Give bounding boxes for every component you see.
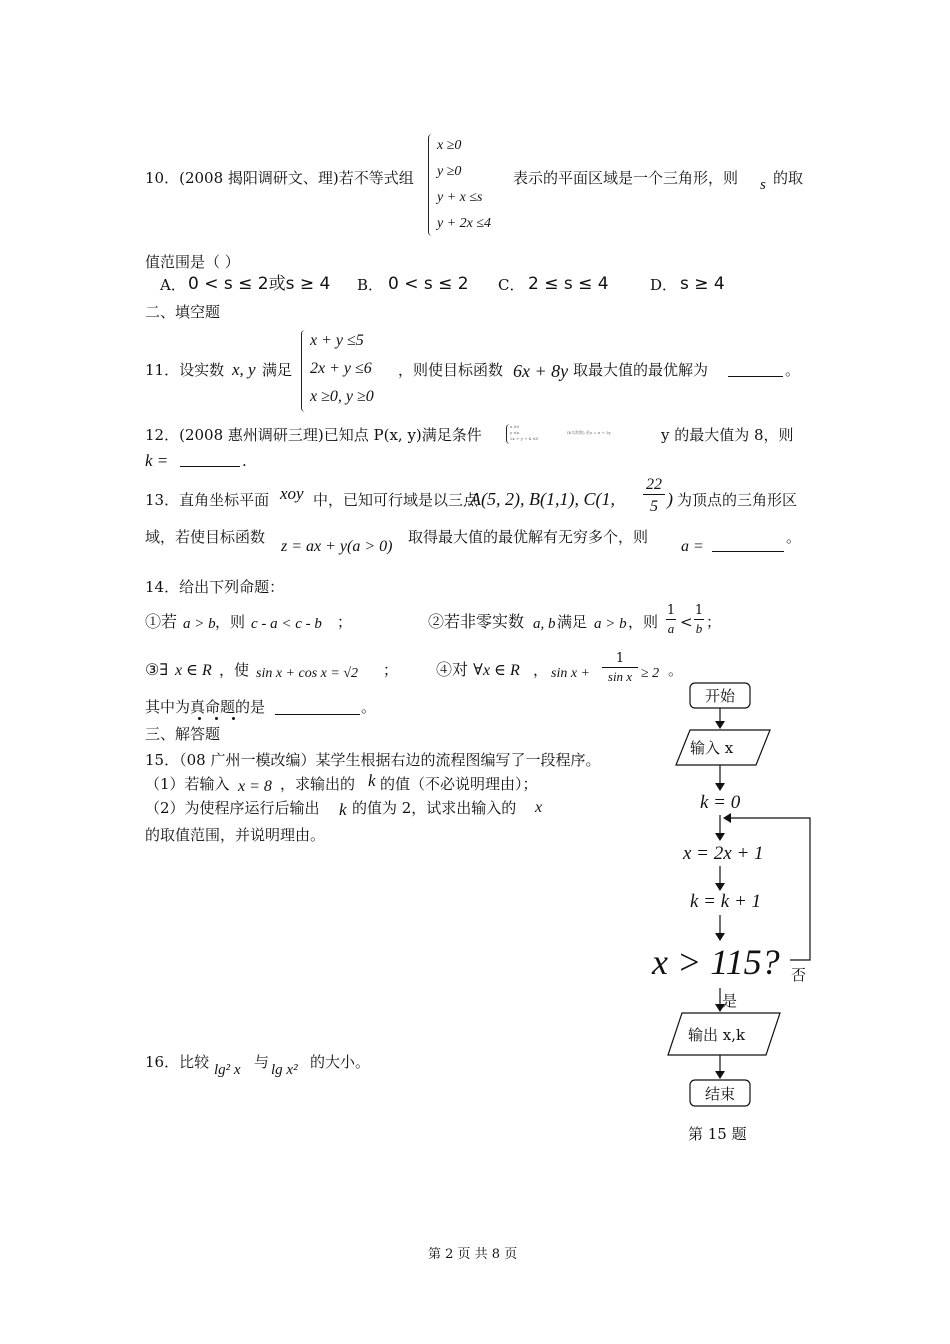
q12-tiny-line: y ≤x [510, 430, 520, 435]
q14-p2e: ； [706, 613, 722, 631]
q14-p1d: ； [337, 613, 353, 631]
q10-option-c: 2 ≤ s ≤ 4 [528, 274, 609, 294]
q14-p2a: a, b [533, 616, 556, 632]
q14-p3: ③∃ [145, 660, 169, 679]
q13-func: z = ax + y(a > 0) [281, 538, 393, 555]
q14-p3d: ； [383, 661, 399, 679]
q14-p4e: 。 [668, 661, 684, 679]
q15-line3c: 的值为 2，试求出输入的 [352, 799, 517, 817]
q10-option-d: s ≥ 4 [680, 274, 725, 294]
q14-p3b: ，使 [219, 661, 250, 679]
flow-condition-label: x > 115? [652, 942, 780, 982]
q14-p2-lt: < [680, 613, 693, 631]
flow-yes-label: 是 [722, 992, 738, 1010]
q14-p4: ④对 ∀ [436, 660, 483, 679]
q10-var: s [760, 177, 766, 193]
q10-suffix: 的取 [773, 169, 804, 187]
q15-line2d: k [368, 771, 376, 790]
q16-a: lg² x [214, 1062, 241, 1078]
q11-suffix: 取最大值的最优解为 [573, 361, 709, 379]
q16-prefix: 16．比较 [145, 1053, 210, 1071]
flow-no-label: 否 [791, 966, 807, 984]
q14-end: 。 [361, 698, 377, 716]
q10-sys-line: x ≥0 [437, 138, 462, 153]
q11-end: 。 [785, 361, 801, 379]
section-solutions: 三、解答题 [145, 725, 221, 743]
q14-p4-num: 1 [602, 651, 638, 668]
q10-option-a-label: A． [160, 276, 186, 294]
q11-mid: 满足 [262, 361, 293, 379]
q10-option-b: 0 < s ≤ 2 [388, 274, 469, 294]
q10-sys-line: y ≥0 [437, 164, 462, 179]
q12-tiny-line: 2x + y + k ≤0 [510, 436, 539, 441]
q14-p1b: ，则 [215, 613, 246, 631]
flow-step2-label: k = k + 1 [690, 891, 762, 912]
q14-p1: ①若 [145, 612, 178, 631]
q13-frac-num: 22 [643, 476, 665, 495]
q12-end: . [242, 452, 247, 470]
q16-b: lg x² [271, 1062, 298, 1078]
q15-line2b: x = 8 [238, 778, 272, 795]
q13-mid: 中，已知可行域是以三点 [313, 491, 479, 509]
flow-k0-label: k = 0 [700, 792, 741, 813]
q10-prefix: 10．(2008 揭阳调研文、理)若不等式组 [145, 169, 414, 187]
q14-p1a: a > b [183, 616, 216, 632]
page-footer: 第 2 页 共 8 页 [428, 1247, 518, 1262]
q10-option-d-label: D． [650, 276, 678, 294]
q14-last: 其中为真命题的是 [145, 698, 266, 716]
q13-frac-den: 5 [650, 498, 658, 515]
q10-option-c-label: C． [498, 276, 525, 294]
section-fill-blank: 二、填空题 [145, 303, 221, 321]
q14-p3c: sin x + cos x = √2 [256, 666, 359, 681]
q12-tiny-line: x ≥0 [510, 424, 520, 429]
q15-line2a: （1）若输入 [145, 775, 230, 793]
q14-p3a: x ∈ R [175, 662, 212, 679]
q11-sys-line: x + y ≤5 [310, 332, 364, 349]
q14-p2: ②若非零实数 [428, 612, 525, 631]
q12-k: k = [145, 451, 169, 470]
q15-line1: 15．（08 广州一模改编）某学生根据右边的流程图编写了一段程序。 [145, 751, 601, 769]
q13-a: a = [681, 538, 704, 555]
flow-output-label: 输出 x,k [688, 1026, 746, 1044]
q14-title: 14．给出下列命题： [145, 578, 285, 596]
flow-loop-arrow [724, 818, 810, 960]
q14-p2-num1: 1 [666, 603, 676, 618]
q15-line3d: x [535, 799, 543, 816]
q14-p2-num2: 1 [694, 603, 704, 618]
q14-p2b: 满足 [557, 613, 588, 631]
q14-p4c: sin x + [551, 666, 590, 681]
q10-option-b-label: B． [357, 276, 384, 294]
q13-xoy: xoy [280, 484, 304, 503]
q15-line3b: k [339, 800, 347, 819]
q12-tiny-line: (k为常数),若z = x + 3y [567, 430, 611, 435]
q14-p2-den1: a [667, 621, 675, 636]
q10-option-a: 0 < s ≤ 2或s ≥ 4 [188, 274, 331, 294]
q13-line2: 域，若使目标函数 [145, 528, 266, 546]
flow-end-label: 结束 [705, 1085, 736, 1103]
q14-p2d: ，则 [628, 613, 659, 631]
q15-line2c: ，求输出的 [280, 775, 356, 793]
q14-p2-den2: b [695, 621, 703, 636]
q13-end: 。 [786, 528, 802, 546]
q11-prefix: 11．设实数 [145, 361, 225, 379]
q15-line4: 的取值范围，并说明理由。 [145, 826, 326, 844]
q10-sys-line: y + 2x ≤4 [437, 216, 492, 231]
q15-line3a: （2）为使程序运行后输出 [145, 799, 320, 817]
q11-vars: x, y [232, 360, 256, 379]
q13-close: ) [667, 489, 673, 509]
q12-suffix: y 的最大值为 8，则 [661, 426, 794, 444]
q10-sys-line: y + x ≤s [437, 190, 483, 205]
q14-p4b: ， [533, 661, 549, 679]
q11-func: 6x + 8y [513, 361, 569, 381]
q14-p4-den: sin x [607, 669, 633, 684]
q13-points: A(5, 2), B(1,1), C(1, [470, 489, 615, 509]
q13-suffix: 为顶点的三角形区 [677, 491, 798, 509]
q11-sys-line: x ≥0, y ≥0 [310, 388, 374, 405]
flow-input-label: 输入 x [690, 739, 734, 757]
q13-prefix: 13．直角坐标平面 [145, 491, 270, 509]
q11-sys-line: 2x + y ≤6 [310, 360, 372, 377]
q14-p1c: c - a < c - b [251, 616, 322, 632]
flow-step1-label: x = 2x + 1 [683, 843, 764, 864]
q16-suffix: 的大小。 [310, 1053, 371, 1071]
q14-p4a: x ∈ R [483, 662, 520, 679]
q14-p2c: a > b [594, 616, 627, 632]
q10-line2: 值范围是（ ） [145, 253, 240, 271]
q15-line2e: 的值（不必说明理由）； [380, 775, 538, 793]
q16-mid: 与 [254, 1053, 270, 1071]
q14-p4d: ≥ 2 [641, 666, 660, 681]
flow-start-label: 开始 [705, 687, 736, 705]
q12-prefix: 12．(2008 惠州调研三理)已知点 P(x, y)满足条件 [145, 426, 482, 444]
q13-mid2: 取得最大值的最优解有无穷多个，则 [408, 528, 649, 546]
q11-mid2: ，则使目标函数 [398, 361, 504, 379]
q10-mid: 表示的平面区域是一个三角形，则 [513, 169, 739, 187]
flow-caption: 第 15 题 [688, 1125, 747, 1143]
